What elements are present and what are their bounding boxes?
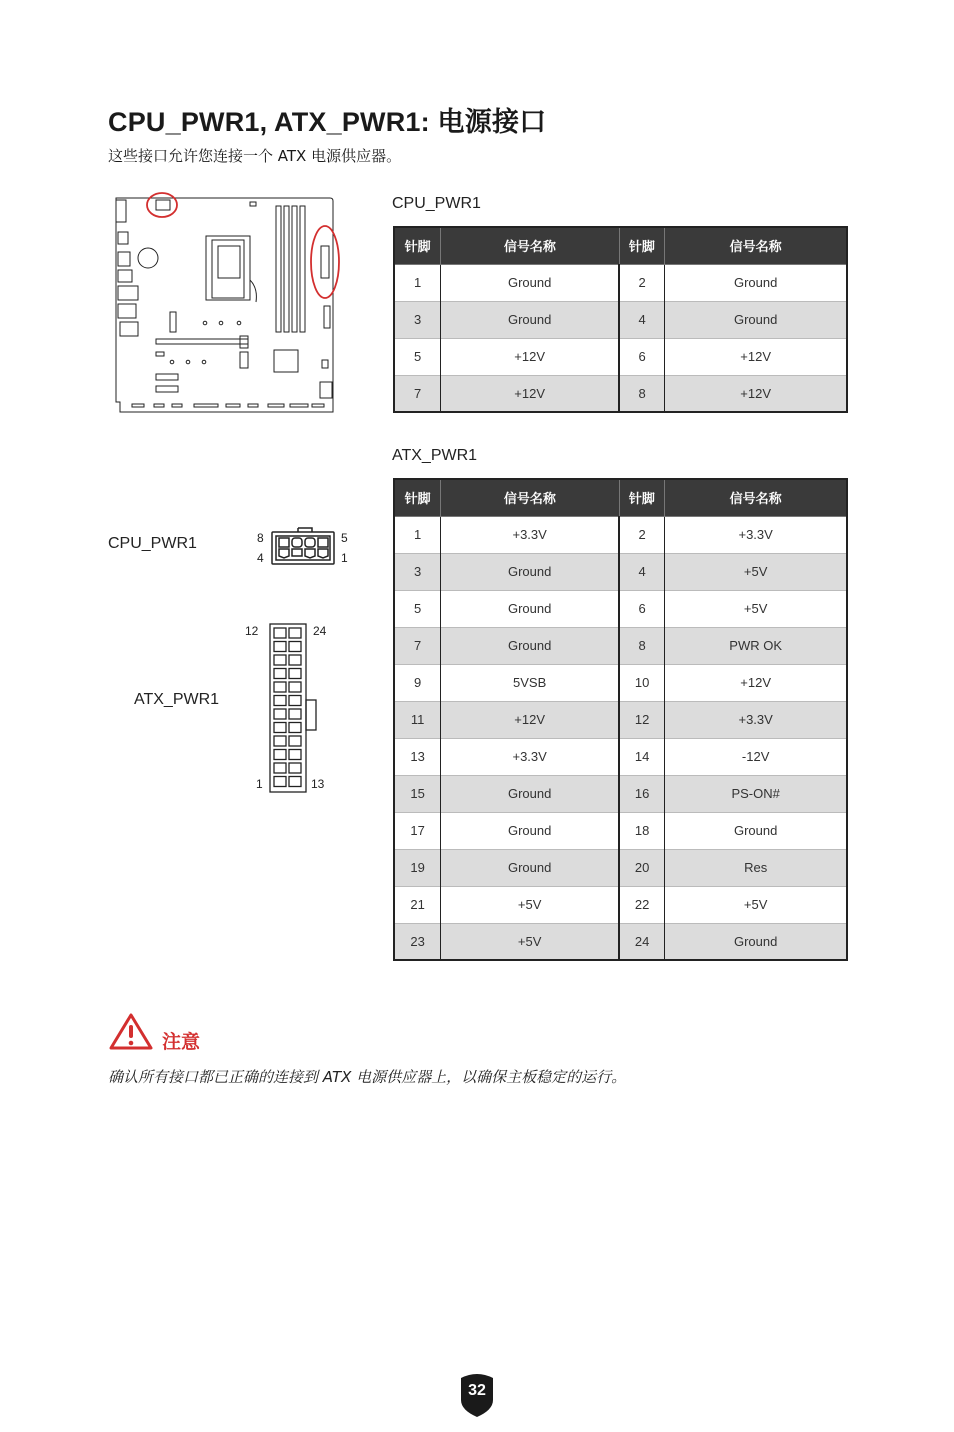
pin-number-cell: 4 — [619, 553, 665, 590]
atx-pin-cell — [274, 682, 286, 692]
atx-pin-cell — [274, 669, 286, 679]
pin-number-cell: 3 — [394, 301, 441, 338]
pin-number-cell: 14 — [619, 738, 665, 775]
table-row — [394, 664, 847, 701]
pin-number-cell: 5 — [394, 338, 441, 375]
signal-name-cell: Ground — [441, 627, 619, 664]
signal-name-cell: +12V — [441, 375, 619, 412]
motherboard-diagram — [108, 190, 340, 420]
atx-pin-1-label: 1 — [256, 777, 263, 791]
signal-name-cell: +5V — [665, 553, 847, 590]
atx-pin-cell — [274, 777, 286, 787]
cpu-pwr1-pin-table — [393, 226, 848, 413]
pin-number-cell: 1 — [394, 264, 441, 301]
pin-number-cell: 24 — [619, 923, 665, 960]
pin-number-cell: 15 — [394, 775, 441, 812]
intro-text: 这些接口允许您连接一个 ATX 电源供应器。 — [108, 147, 402, 165]
signal-name-cell: Ground — [441, 301, 619, 338]
cpu-pin-8-label: 8 — [257, 531, 264, 545]
signal-name-cell: Res — [665, 849, 847, 886]
signal-name-cell: +12V — [441, 338, 619, 375]
caution-text: 确认所有接口都已正确的连接到 ATX 电源供应器上，以确保主板稳定的运行。 — [108, 1068, 627, 1086]
caution-title: 注意 — [162, 1031, 201, 1053]
table-row — [394, 338, 847, 375]
signal-name-cell: Ground — [441, 849, 619, 886]
pin-number-cell: 17 — [394, 812, 441, 849]
atx-pwr1-connector-diagram — [268, 620, 320, 796]
atx-pwr1-table-label: ATX_PWR1 — [392, 447, 478, 464]
atx-pin-cell — [274, 723, 286, 733]
column-header: 针脚 — [619, 227, 665, 264]
table-row — [394, 923, 847, 960]
pin-number-cell: 8 — [619, 375, 665, 412]
table-row — [394, 886, 847, 923]
table-row — [394, 775, 847, 812]
signal-name-cell: +12V — [665, 338, 847, 375]
pin-number-cell: 18 — [619, 812, 665, 849]
pin-number-cell: 13 — [394, 738, 441, 775]
signal-name-cell: +3.3V — [441, 516, 619, 553]
signal-name-cell: +5V — [441, 886, 619, 923]
signal-name-cell: Ground — [665, 301, 847, 338]
atx-pwr1-pin-table — [393, 478, 848, 961]
column-header: 信号名称 — [665, 227, 847, 264]
signal-name-cell: +3.3V — [441, 738, 619, 775]
cpu-pwr1-connector-diagram — [268, 526, 338, 568]
table-row — [394, 701, 847, 738]
signal-name-cell: +12V — [441, 701, 619, 738]
signal-name-cell: Ground — [665, 923, 847, 960]
signal-name-cell: Ground — [441, 553, 619, 590]
cpu-pin-4-label: 4 — [257, 551, 264, 565]
signal-name-cell: Ground — [441, 812, 619, 849]
column-header: 信号名称 — [441, 227, 619, 264]
cpu-pin-5-label: 5 — [341, 531, 348, 545]
column-header: 信号名称 — [665, 479, 847, 516]
column-header: 信号名称 — [441, 479, 619, 516]
page-number: 32 — [468, 1382, 486, 1399]
pin-number-cell: 4 — [619, 301, 665, 338]
atx-pin-cell — [289, 669, 301, 679]
cpu-pin-1-label: 1 — [341, 551, 348, 565]
cpu-pwr1-table-label: CPU_PWR1 — [392, 195, 481, 212]
pin-number-cell: 16 — [619, 775, 665, 812]
atx-pin-cell — [289, 763, 301, 773]
page-title: CPU_PWR1, ATX_PWR1: 电源接口 — [108, 107, 547, 137]
table-row — [394, 264, 847, 301]
atx-pin-cell — [289, 628, 301, 638]
atx-pin-24-label: 24 — [313, 624, 327, 638]
table-row — [394, 375, 847, 412]
signal-name-cell: -12V — [665, 738, 847, 775]
pin-number-cell: 20 — [619, 849, 665, 886]
atx-pwr1-connector-label: ATX_PWR1 — [134, 691, 220, 708]
table-row — [394, 301, 847, 338]
table-row — [394, 553, 847, 590]
atx-pin-cell — [274, 696, 286, 706]
pin-number-cell: 7 — [394, 375, 441, 412]
column-header: 针脚 — [394, 479, 441, 516]
atx-pin-cell — [289, 723, 301, 733]
signal-name-cell: +5V — [441, 923, 619, 960]
signal-name-cell: PWR OK — [665, 627, 847, 664]
table-row — [394, 516, 847, 553]
pin-number-cell: 23 — [394, 923, 441, 960]
signal-name-cell: +12V — [665, 664, 847, 701]
pin-number-cell: 3 — [394, 553, 441, 590]
pin-number-cell: 22 — [619, 886, 665, 923]
atx-pin-cell — [289, 642, 301, 652]
signal-name-cell: PS-ON# — [665, 775, 847, 812]
pin-number-cell: 8 — [619, 627, 665, 664]
signal-name-cell: Ground — [441, 590, 619, 627]
atx-pin-cell — [289, 709, 301, 719]
atx-pin-cell — [289, 696, 301, 706]
table-row — [394, 738, 847, 775]
pin-number-cell: 7 — [394, 627, 441, 664]
atx-pin-13-label: 13 — [311, 777, 325, 791]
warning-triangle-icon — [108, 1012, 154, 1052]
column-header: 针脚 — [394, 227, 441, 264]
table-row — [394, 812, 847, 849]
atx-pin-cell — [274, 642, 286, 652]
signal-name-cell: +5V — [665, 886, 847, 923]
table-row — [394, 627, 847, 664]
atx-pin-cell — [289, 682, 301, 692]
pin-number-cell: 10 — [619, 664, 665, 701]
atx-pin-cell — [289, 750, 301, 760]
atx-pin-cell — [274, 709, 286, 719]
atx-highlight-oval — [147, 193, 177, 217]
pin-number-cell: 12 — [619, 701, 665, 738]
cpu-pwr1-connector-label: CPU_PWR1 — [108, 535, 197, 552]
cpu-pwr-highlight-oval — [311, 226, 339, 298]
pin-number-cell: 5 — [394, 590, 441, 627]
pin-number-cell: 19 — [394, 849, 441, 886]
atx-pin-cell — [274, 628, 286, 638]
pin-number-cell: 21 — [394, 886, 441, 923]
atx-pin-cell — [274, 750, 286, 760]
atx-pin-cell — [289, 655, 301, 665]
column-header: 针脚 — [619, 479, 665, 516]
signal-name-cell: +3.3V — [665, 701, 847, 738]
atx-pin-12-label: 12 — [245, 624, 259, 638]
table-row — [394, 590, 847, 627]
table-header-row — [394, 479, 847, 516]
atx-pin-cell — [274, 655, 286, 665]
pin-number-cell: 9 — [394, 664, 441, 701]
atx-pin-cell — [274, 763, 286, 773]
pin-number-cell: 6 — [619, 338, 665, 375]
signal-name-cell: +5V — [665, 590, 847, 627]
pin-number-cell: 2 — [619, 264, 665, 301]
atx-pin-cell — [274, 736, 286, 746]
signal-name-cell: Ground — [665, 264, 847, 301]
table-header-row — [394, 227, 847, 264]
pin-number-cell: 11 — [394, 701, 441, 738]
signal-name-cell: +12V — [665, 375, 847, 412]
signal-name-cell: +3.3V — [665, 516, 847, 553]
atx-pin-cell — [289, 736, 301, 746]
signal-name-cell: Ground — [665, 812, 847, 849]
signal-name-cell: Ground — [441, 775, 619, 812]
atx-pin-cell — [289, 777, 301, 787]
pin-number-cell: 1 — [394, 516, 441, 553]
pin-number-cell: 6 — [619, 590, 665, 627]
table-row — [394, 849, 847, 886]
pin-number-cell: 2 — [619, 516, 665, 553]
signal-name-cell: 5VSB — [441, 664, 619, 701]
signal-name-cell: Ground — [441, 264, 619, 301]
